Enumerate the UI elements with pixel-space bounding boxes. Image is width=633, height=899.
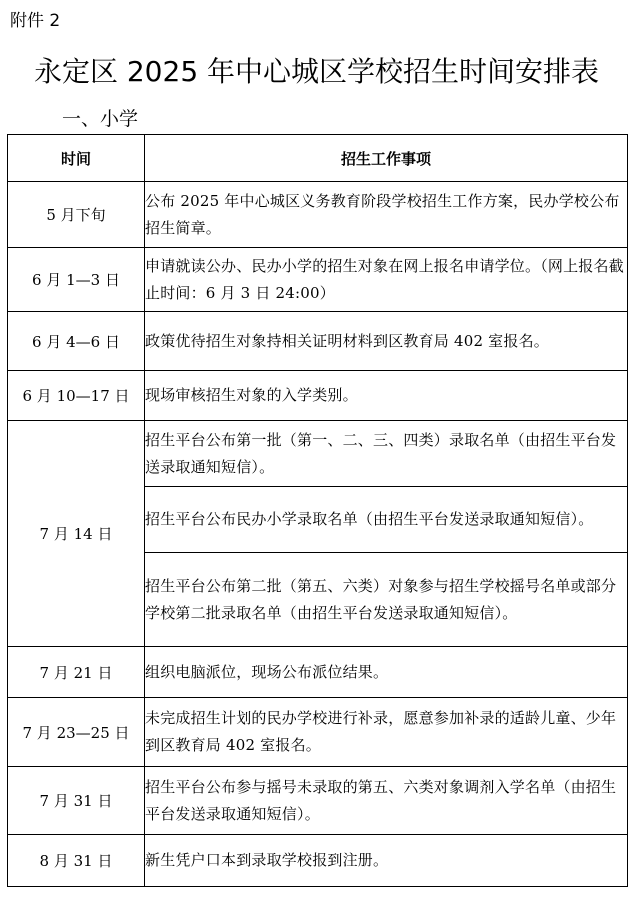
table-row [8, 421, 628, 487]
item-cell: 现场审核招生对象的入学类别。 [145, 371, 628, 421]
item-cell: 组织电脑派位，现场公布派位结果。 [145, 647, 628, 698]
item-cell: 政策优待招生对象持相关证明材料到区教育局 402 室报名。 [145, 312, 628, 371]
column-header-items: 招生工作事项 [145, 135, 628, 182]
time-cell: 8 月 31 日 [8, 835, 145, 887]
time-cell: 7 月 21 日 [8, 647, 145, 698]
item-cell: 申请就读公办、民办小学的招生对象在网上报名申请学位。（网上报名截止时间：6 月 3 日 24:00） [145, 248, 628, 312]
table-row [8, 835, 628, 887]
table-row [8, 248, 628, 312]
table-header-row [8, 135, 628, 182]
time-cell: 6 月 10—17 日 [8, 371, 145, 421]
item-cell: 招生平台公布民办小学录取名单（由招生平台发送录取通知短信）。 [145, 487, 628, 553]
time-cell: 7 月 31 日 [8, 767, 145, 835]
section-heading: 一、小学 [62, 108, 139, 130]
item-cell: 公布 2025 年中心城区义务教育阶段学校招生工作方案，民办学校公布招生简章。 [145, 182, 628, 248]
table-row [8, 312, 628, 371]
table-row [8, 647, 628, 698]
time-cell: 5 月下旬 [8, 182, 145, 248]
schedule-table [7, 134, 628, 887]
item-cell: 招生平台公布第二批（第五、六类）对象参与招生学校摇号名单或部分学校第二批录取名单（由招生平台发送录取通知短信）。 [145, 553, 628, 647]
attachment-label: 附件 2 [10, 11, 61, 31]
table-row [8, 371, 628, 421]
time-cell: 6 月 4—6 日 [8, 312, 145, 371]
time-cell: 6 月 1—3 日 [8, 248, 145, 312]
item-cell: 新生凭户口本到录取学校报到注册。 [145, 835, 628, 887]
column-header-time: 时间 [8, 135, 145, 182]
page-title: 永定区 2025 年中心城区学校招生时间安排表 [33, 55, 600, 88]
item-cell: 未完成招生计划的民办学校进行补录，愿意参加补录的适龄儿童、少年到区教育局 402 室报名。 [145, 698, 628, 767]
time-cell: 7 月 14 日 [8, 421, 145, 647]
table-row [8, 767, 628, 835]
table-row [8, 698, 628, 767]
table-row [8, 182, 628, 248]
item-cell: 招生平台公布参与摇号未录取的第五、六类对象调剂入学名单（由招生平台发送录取通知短信）。 [145, 767, 628, 835]
item-cell: 招生平台公布第一批（第一、二、三、四类）录取名单（由招生平台发送录取通知短信）。 [145, 421, 628, 487]
time-cell: 7 月 23—25 日 [8, 698, 145, 767]
